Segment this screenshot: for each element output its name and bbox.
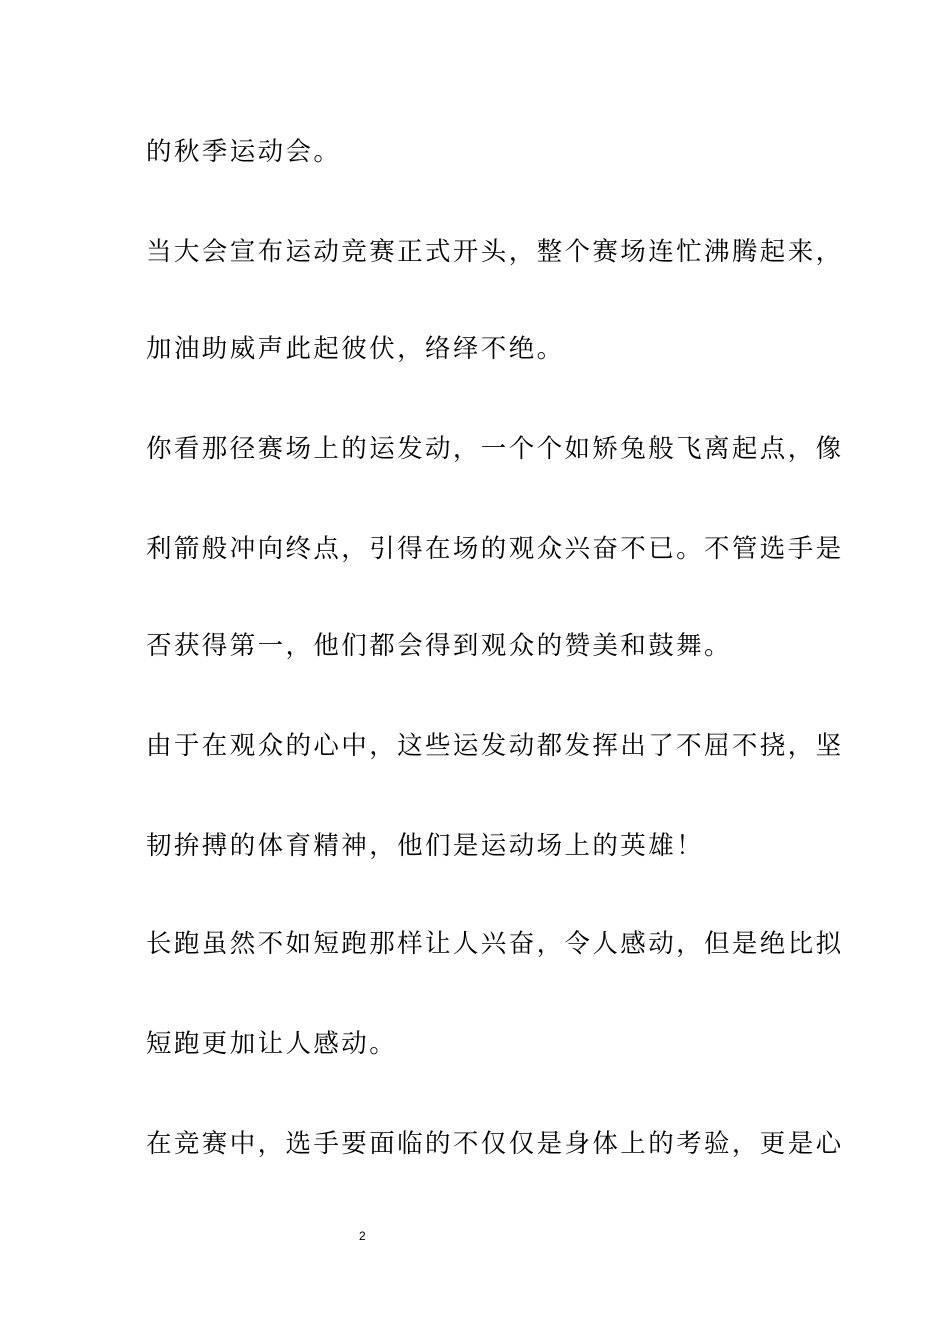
text-line-11: 在竞赛中，选手要面临的不仅仅是身体上的考验，更是心 [146, 1129, 844, 1159]
text-line-7: 由于在观众的心中，这些运发动都发挥出了不屈不挠，坚 [146, 731, 844, 761]
text-line-10: 短跑更加让人感动。 [146, 1029, 398, 1059]
text-line-1: 的秋季运动会。 [146, 137, 342, 167]
text-line-3: 加油助威声此起彼伏，络绎不绝。 [146, 334, 565, 364]
page-number: 2 [359, 1229, 366, 1243]
text-line-6: 否获得第一，他们都会得到观众的赞美和鼓舞。 [146, 631, 732, 661]
text-line-4: 你看那径赛场上的运发动，一个个如矫兔般飞离起点，像 [146, 434, 844, 464]
text-line-9: 长跑虽然不如短跑那样让人兴奋，令人感动，但是绝比拟 [146, 929, 844, 959]
text-line-2: 当大会宣布运动竞赛正式开头，整个赛场连忙沸腾起来， [146, 237, 844, 267]
text-line-5: 利箭般冲向终点，引得在场的观众兴奋不已。不管选手是 [146, 534, 844, 564]
text-line-8: 韧拚搏的体育精神，他们是运动场上的英雄！ [146, 831, 705, 861]
